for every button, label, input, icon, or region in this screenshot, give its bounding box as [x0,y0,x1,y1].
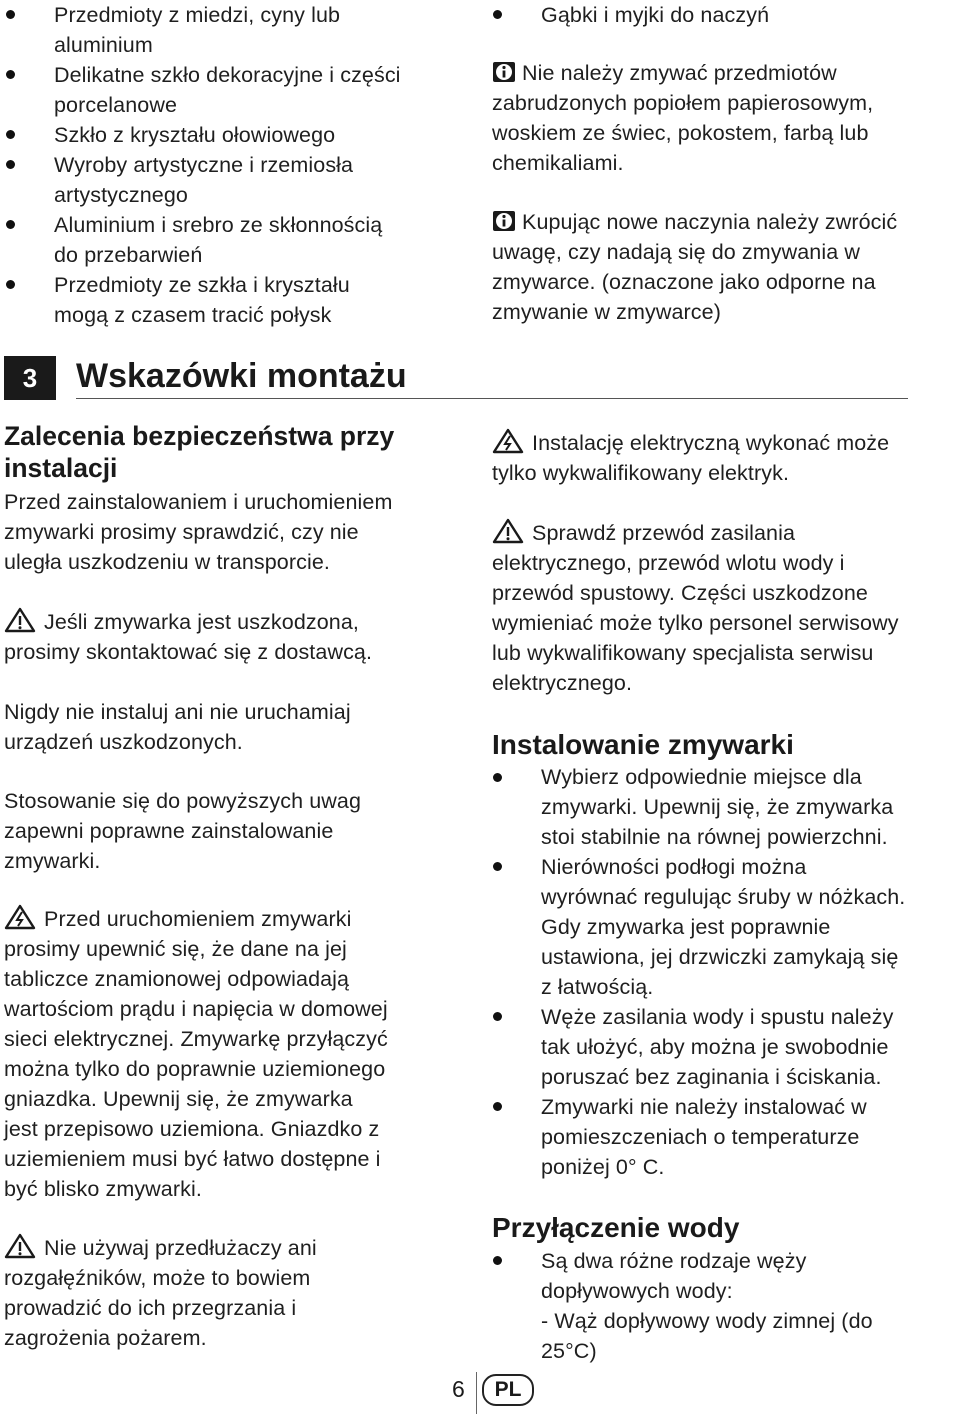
bullet-text-line: Nierówności podłogi można [541,855,807,879]
bullet-dot [493,773,502,782]
intro-line: uległa uszkodzeniu w transporcie. [4,550,330,574]
language-badge: PL [482,1374,534,1406]
bullet-text-line: do przebarwień [54,243,203,267]
bullet-text-line: Delikatne szkło dekoracyjne i części [54,63,401,87]
electric-text-line: wartościom prądu i napięcia w domowej [4,997,388,1021]
bullet-text-line: mogą z czasem tracić połysk [54,303,332,327]
bullet-dot [493,1012,502,1021]
install-heading: Instalowanie zmywarki [492,729,794,760]
bullet-text-line: Zmywarki nie należy instalować w [541,1095,867,1119]
bullet-dot [6,70,15,79]
warning-text-line: wymieniać może tylko personel serwisowy [492,611,899,635]
warning-text-line: elektrycznego. [492,671,633,695]
warning-text-line: prosimy skontaktować się z dostawcą. [4,640,373,664]
bullet-text-line: zmywarki. Upewnij się, że zmywarka [541,795,894,819]
bullet-text-line: artystycznego [54,183,188,207]
safety-heading: instalacji [4,453,118,483]
bullet-text-line: dopływowych wody: [541,1279,733,1303]
bullet-dot [6,280,15,289]
section-title: Wskazówki montażu [76,357,407,395]
bullet-text-line: Wybierz odpowiednie miejsce dla [541,765,862,789]
paragraph-line: zmywarki. [4,849,101,873]
warning-icon [4,1233,36,1259]
footer-divider [476,1372,477,1414]
electric-text-line: tabliczce znamionowej odpowiadają [4,967,350,991]
section-divider [76,398,908,399]
electric-text-line: być blisko zmywarki. [4,1177,202,1201]
warning-text-line: Sprawdź przewód zasilania [532,521,796,545]
bullet-text-line: ustawiona, jej drzwiczki zamykają się [541,945,899,969]
bullet-text-line: porcelanowe [54,93,178,117]
page-number: 6 [452,1376,465,1402]
bullet-dot [6,130,15,139]
warning-text-line: Nie używaj przedłużaczy ani [44,1236,317,1260]
bullet-text-line: Węże zasilania wody i spustu należy [541,1005,894,1029]
bullet-text-line: Gdy zmywarka jest poprawnie [541,915,831,939]
info-text-line: chemikaliami. [492,151,624,175]
info-text-line: uwagę, czy nadają się do zmywania w [492,240,860,264]
warning-text-line: elektrycznego, przewód wlotu wody i [492,551,845,575]
info-text-line: zmywarce. (oznaczone jako odporne na [492,270,876,294]
electric-text-line: sieci elektrycznej. Zmywarkę przyłączyć [4,1027,388,1051]
bullet-text-line: Przedmioty z miedzi, cyny lub [54,3,341,27]
info-icon [492,210,516,232]
warning-text-line: przewód spustowy. Części uszkodzone [492,581,868,605]
paragraph-line: zapewni poprawne zainstalowanie [4,819,334,843]
electric-text-line: prosimy upewnić się, że dane na jej [4,937,347,961]
bullet-text-line: Wyroby artystyczne i rzemiosła [54,153,354,177]
bullet-text-line: wyrównać regulując śruby w nóżkach. [541,885,906,909]
bullet-dot [6,220,15,229]
bullet-text-line: Aluminium i srebro ze skłonnością [54,213,383,237]
bullet-text-line: stoi stabilnie na równej powierzchni. [541,825,888,849]
warning-text-line: zagrożenia pożarem. [4,1326,207,1350]
paragraph-line: urządzeń uszkodzonych. [4,730,243,754]
section-number: 3 [4,356,56,400]
warning-text-line: lub wykwalifikowany specjalista serwisu [492,641,874,665]
bullet-text-line: Przedmioty ze szkła i kryształu [54,273,350,297]
bullet-dot [493,1256,502,1265]
bullet-dot [493,10,502,19]
bullet-dot [493,1102,502,1111]
bullet-text-line: Są dwa różne rodzaje węży [541,1249,807,1273]
bullet-text-line: tak ułożyć, aby można je swobodnie [541,1035,889,1059]
warning-text-line: prowadzić do ich przegrzania i [4,1296,297,1320]
warning-text-line: Jeśli zmywarka jest uszkodzona, [44,610,359,634]
safety-heading: Zalecenia bezpieczeństwa przy [4,421,395,451]
electric-text-line: jest przepisowo uziemiona. Gniazdko z [4,1117,380,1141]
bullet-text-line: aluminium [54,33,153,57]
warning-icon [4,607,36,633]
bullet-text-line: Szkło z kryształu ołowiowego [54,123,336,147]
paragraph-line: Nigdy nie instaluj ani nie uruchamiaj [4,700,351,724]
water-heading: Przyłączenie wody [492,1212,740,1243]
bullet-text-line: poniżej 0° C. [541,1155,665,1179]
info-text-line: Nie należy zmywać przedmiotów [522,61,837,85]
bullet-dot [6,160,15,169]
bullet-text-line: poruszać bez zaginania i ściskania. [541,1065,882,1089]
info-text-line: Kupując nowe naczynia należy zwrócić [522,210,898,234]
electric-text-line: uziemieniem musi być łatwo dostępne i [4,1147,381,1171]
electric-text-line: można tylko do poprawnie uziemionego [4,1057,386,1081]
bullet-text-line: z łatwością. [541,975,654,999]
info-text-line: zabrudzonych popiołem papierosowym, [492,91,874,115]
electric-text-line: Instalację elektryczną wykonać może [532,431,890,455]
electric-warning-icon [492,428,524,454]
info-icon [492,61,516,83]
paragraph-line: Stosowanie się do powyższych uwag [4,789,362,813]
bullet-text-line: pomieszczeniach o temperaturze [541,1125,860,1149]
bullet-dot [493,862,502,871]
warning-text-line: rozgałęźników, może to bowiem [4,1266,311,1290]
bullet-text-line: Gąbki i myjki do naczyń [541,3,770,27]
bullet-text-line: - Wąż dopływowy wody zimnej (do [541,1309,873,1333]
warning-icon [492,518,524,544]
bullet-text-line: 25°C) [541,1339,597,1363]
electric-text-line: tylko wykwalifikowany elektryk. [492,461,790,485]
electric-text-line: gniazdka. Upewnij się, że zmywarka [4,1087,353,1111]
info-text-line: zmywanie w zmywarce) [492,300,721,324]
electric-warning-icon [4,904,36,930]
electric-text-line: Przed uruchomieniem zmywarki [44,907,352,931]
info-text-line: woskiem ze świec, pokostem, farbą lub [492,121,869,145]
intro-line: Przed zainstalowaniem i uruchomieniem [4,490,393,514]
bullet-dot [6,10,15,19]
intro-line: zmywarki prosimy sprawdzić, czy nie [4,520,359,544]
